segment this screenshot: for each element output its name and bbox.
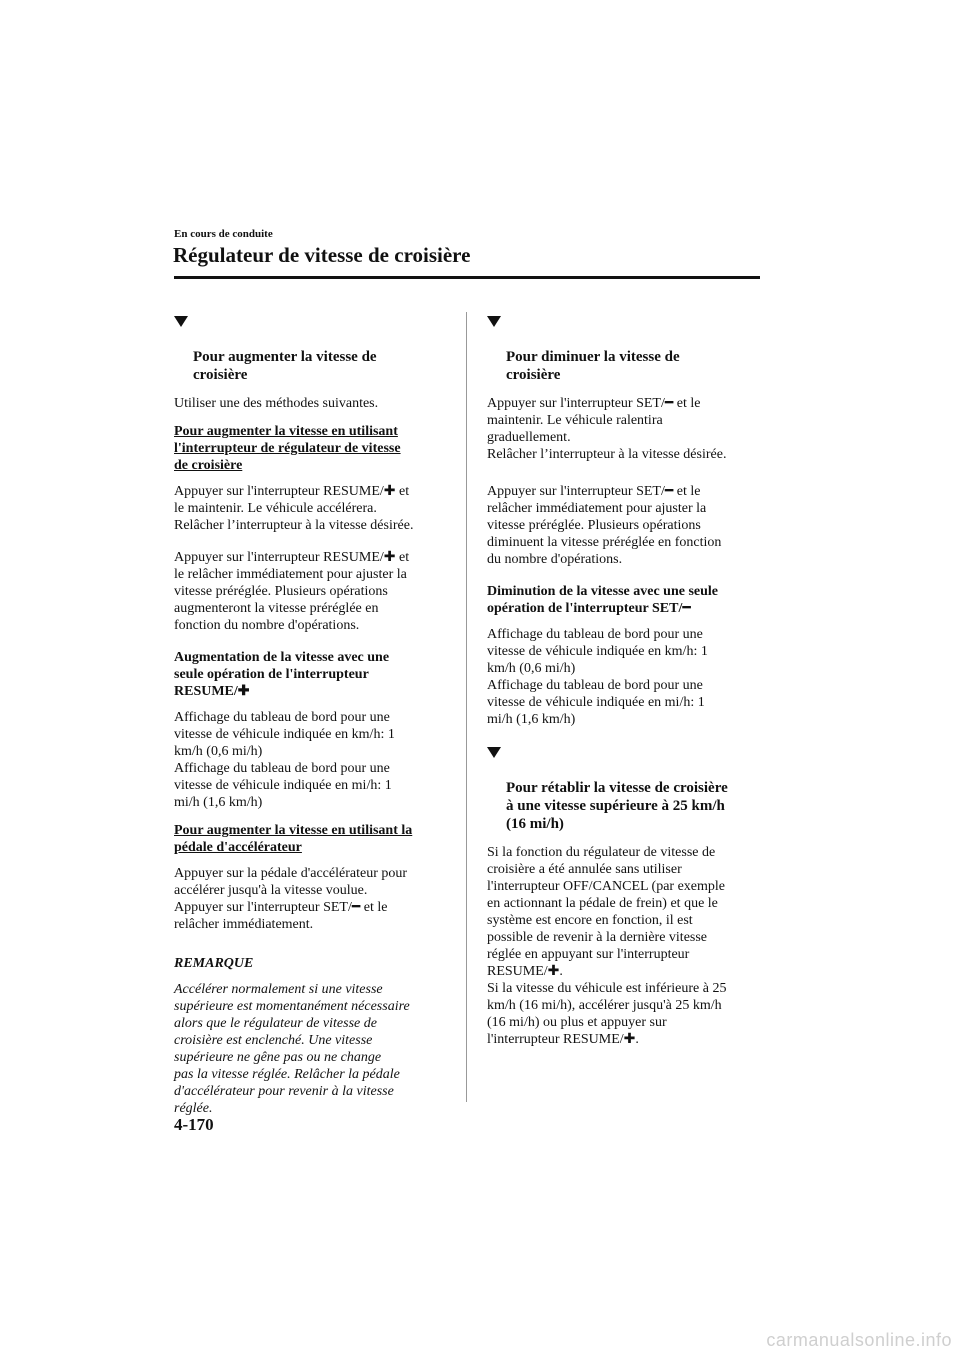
intro-text: Utiliser une des méthodes suivantes. xyxy=(174,396,379,411)
paragraph-tap-set: Appuyer sur l'interrupteur SET/━ et le relâcher immédiatement pour ajuster la vitesse préréglée. Plusieurs opérations diminuent la vitesse préréglée en fonction du nombre d'opérations. xyxy=(487,484,722,567)
title-rule xyxy=(174,276,760,279)
paragraph-accelerator: Appuyer sur la pédale d'accélérateur pour accélérer jusqu'à la vitesse voulue. Appuyer sur l'interrupteur SET/━ et le relâcher immédiatement. xyxy=(174,866,408,932)
right-column xyxy=(487,312,765,1063)
watermark: carmanualsonline.info xyxy=(766,1330,952,1350)
paragraph-decrements: Affichage du tableau de bord pour une vitesse de véhicule indiquée en km/h: 1 km/h (0,6 mi/h) Affichage du tableau de bord pour une vitesse de véhicule indiquée en mi/h: 1 mi/h (1,6 km/h) xyxy=(487,627,708,727)
heading-text: Pour diminuer la vitesse de croisière xyxy=(506,349,680,383)
note-title: REMARQUE xyxy=(174,956,254,971)
subheading-single-resume: Augmentation de la vitesse avec une seule opération de l'interrupteur RESUME/✚ xyxy=(174,650,390,699)
heading-text: Pour rétablir la vitesse de croisière à une vitesse supérieure à 25 km/h (16 mi/h) xyxy=(506,780,728,832)
section-label: En cours de conduite xyxy=(174,228,273,240)
paragraph-hold-set: Appuyer sur l'interrupteur SET/━ et le maintenir. Le véhicule ralentira graduellement. Relâcher l’interrupteur à la vitesse désirée. xyxy=(487,396,727,462)
paragraph-increments: Affichage du tableau de bord pour une vitesse de véhicule indiquée en km/h: 1 km/h (0,6 mi/h) Affichage du tableau de bord pour une vitesse de véhicule indiquée en mi/h: 1 mi/h (1,6 km/h) xyxy=(174,710,395,810)
heading-decrease-speed xyxy=(487,312,765,384)
triangle-bullet-icon xyxy=(487,747,501,758)
page-title: Régulateur de vitesse de croisière xyxy=(173,243,471,267)
paragraph-restore: Si la fonction du régulateur de vitesse de croisière a été annulée sans utiliser l'interrupteur OFF/CANCEL (par exemple en actionnant la pédale de frein) et que le système est encore en fonction, il est possible de revenir à la dernière vitesse réglée en appuyant sur l'interrupteur RESUME/✚. Si la vitesse du véhicule est inférieure à 25 km/h (16 mi/h), accélérer jusqu'à 25 km/h (16 mi/h) ou plus et appuyer sur l'interrupteur RESUME/✚. xyxy=(487,845,727,1047)
heading-increase-speed xyxy=(174,312,452,384)
subheading-single-set: Diminution de la vitesse avec une seule opération de l'interrupteur SET/━ xyxy=(487,584,718,616)
note-text: Accélérer normalement si une vitesse supérieure est momentanément nécessaire alors que le régulateur de vitesse de croisière est enclenché. Une vitesse supérieure ne gêne pas ou ne change pas la vitesse réglée. Relâcher la pédale d'accélérateur pour revenir à la vitesse réglée. xyxy=(174,982,410,1116)
heading-restore-speed xyxy=(487,743,765,833)
left-column xyxy=(174,312,452,1132)
triangle-bullet-icon xyxy=(174,316,188,327)
subheading-switch: Pour augmenter la vitesse en utilisant l'interrupteur de régulateur de vitesse de croisière xyxy=(174,424,401,473)
triangle-bullet-icon xyxy=(487,316,501,327)
paragraph-hold-resume: Appuyer sur l'interrupteur RESUME/✚ et le maintenir. Le véhicule accélérera. Relâcher l’interrupteur à la vitesse désirée. xyxy=(174,484,414,533)
column-divider xyxy=(466,312,467,1102)
subheading-accelerator: Pour augmenter la vitesse en utilisant la pédale d'accélérateur xyxy=(174,823,413,855)
heading-text: Pour augmenter la vitesse de croisière xyxy=(193,349,377,383)
paragraph-tap-resume: Appuyer sur l'interrupteur RESUME/✚ et le relâcher immédiatement pour ajuster la vitesse préréglée. Plusieurs opérations augmenteront la vitesse préréglée en fonction du nombre d'opérations. xyxy=(174,550,410,633)
page-number: 4-170 xyxy=(174,1115,214,1134)
